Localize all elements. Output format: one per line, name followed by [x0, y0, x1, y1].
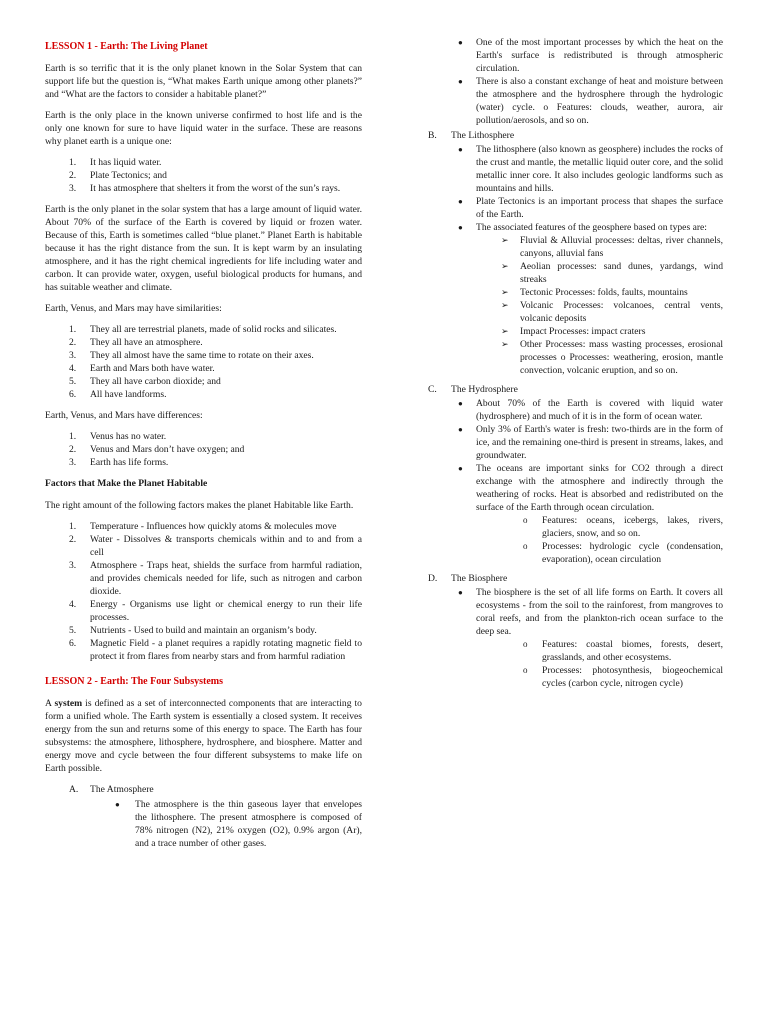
list-item: 5. They all have carbon dioxide; and: [69, 376, 221, 387]
bullet-icon: ●: [458, 399, 463, 408]
section-heading: B. The Lithosphere: [428, 130, 515, 141]
factors-heading: Factors that Make the Planet Habitable: [45, 478, 208, 489]
list-item: 1. Venus has no water.: [69, 431, 167, 442]
hydrosphere-bullets: [408, 397, 723, 514]
list-item: 3. They all almost have the same time to rotate on their axes.: [69, 350, 314, 361]
list-item: 4. Earth and Mars both have water.: [69, 363, 215, 374]
section-hydrosphere: [428, 383, 723, 566]
list-item: ➢ Tectonic Processes: folds, faults, mountains: [501, 287, 688, 298]
circle-bullet-icon: o: [523, 515, 528, 525]
list-item: ● The biosphere is the set of all life forms on Earth. It covers all ecosystems - from the soil to the rainforest, from mangroves to coral reefs, and from the plankton-rich ocean surface to the deep sea.: [458, 587, 723, 637]
list-item: ● The associated features of the geosphere based on types are:: [458, 222, 707, 233]
bullet-icon: ●: [458, 38, 463, 47]
biosphere-bullets: [408, 586, 723, 638]
section-heading: C. The Hydrosphere: [428, 384, 518, 395]
section-atmosphere: [45, 783, 362, 850]
section-lithosphere: [428, 129, 723, 377]
arrow-bullet-icon: ➢: [501, 235, 509, 245]
list-item: ● The oceans are important sinks for CO2 through a direct exchange with the atmosphere and indirectly through the weathering of rocks. Heat is absorbed and redistributed on the surface of the Earth through ocean circulation.: [458, 463, 723, 513]
list-item: ➢ Aeolian processes: sand dunes, yardangs, wind streaks: [501, 261, 723, 285]
list-item: ➢ Volcanic Processes: volcanoes, central vents, volcanic deposits: [501, 300, 723, 324]
list-item: ● There is also a constant exchange of heat and moisture between the atmosphere and the hydrosphere through the hydrologic (water) cycle. o Features: clouds, weather, aurora, air pollution/aerosols, and so on.: [458, 76, 723, 126]
biosphere-subitems: [498, 638, 723, 690]
arrow-bullet-icon: ➢: [501, 326, 509, 336]
arrow-bullet-icon: ➢: [501, 339, 509, 349]
section-heading: A. The Atmosphere: [69, 784, 154, 795]
list-item: 1. They all are terrestrial planets, made of solid rocks and silicates.: [69, 324, 337, 335]
bullet-icon: ●: [458, 588, 463, 597]
list-item: 6. Magnetic Field - a planet requires a rapidly rotating magnetic field to protect it from flares from nearby stars and from harmful radiation: [69, 638, 362, 662]
list-item: 5. Nutrients - Used to build and maintain an organism’s body.: [69, 625, 317, 636]
list-item: 2. Venus and Mars don’t have oxygen; and: [69, 444, 245, 455]
right-column: [428, 36, 723, 690]
list-item: ● Plate Tectonics is an important process that shapes the surface of the Earth.: [458, 196, 723, 220]
list-item: 6. All have landforms.: [69, 389, 167, 400]
list-item: 1. Temperature - Influences how quickly atoms & molecules move: [69, 521, 337, 532]
lesson-2-title: LESSON 2 - Earth: The Four Subsystems: [45, 676, 223, 687]
arrow-bullet-icon: ➢: [501, 261, 509, 271]
differences-intro: Earth, Venus, and Mars have differences:: [45, 410, 203, 421]
list-item: ● One of the most important processes by which the heat on the Earth's surface is redistributed is through atmospheric circulation.: [458, 37, 723, 74]
list-item: o Features: oceans, icebergs, lakes, rivers, glaciers, snow, and so on.: [523, 515, 723, 539]
list-item: 2. They all have an atmosphere.: [69, 337, 203, 348]
bullet-icon: ●: [458, 197, 463, 206]
bullet-icon: ●: [458, 145, 463, 154]
geosphere-features-list: [476, 234, 723, 377]
circle-bullet-icon: o: [523, 639, 528, 649]
list-item: ● Only 3% of Earth's water is fresh: two-thirds are in the form of ice, and the remaining one-third is present in streams, lakes, and groundwater.: [458, 424, 723, 461]
list-item: ➢ Fluvial & Alluvial processes: deltas, river channels, canyons, alluvial fans: [501, 235, 723, 259]
circle-bullet-icon: o: [523, 541, 528, 551]
system-term: system: [54, 698, 83, 709]
lesson-1-confirmed: Earth is the only place in the known universe confirmed to host life and is the only one known for sure to have liquid water in the surface. These are reasons why planet earth is a unique one:: [45, 110, 362, 147]
arrow-bullet-icon: ➢: [501, 300, 509, 310]
list-item: o Processes: photosynthesis, biogeochemical cycles (carbon cycle, nitrogen cycle): [523, 665, 723, 689]
list-item: 2. Water - Dissolves & transports chemicals within and to and from a cell: [69, 534, 362, 558]
bullet-icon: ●: [458, 425, 463, 434]
lesson-1-title: LESSON 1 - Earth: The Living Planet: [45, 41, 208, 52]
atmosphere-bullets-left: [45, 798, 362, 850]
bullet-icon: ●: [115, 800, 120, 809]
left-column: [45, 36, 362, 850]
list-item: 2. Plate Tectonics; and: [69, 170, 167, 181]
list-item: ● About 70% of the Earth is covered with liquid water (hydrosphere) and much of it is in the form of ocean water.: [458, 398, 723, 422]
system-paragraph: A system is defined as a set of interconnected components that are interacting to form a unified whole. The Earth system is essentially a closed system. It receives energy from the sun and returns some of this energy to space. The Earth has four subsystems: the atmosphere, lithosphere, hydrosphere, and biosphere. Matter and energy move and cycle between the four different subsystems to make life on Earth possible.: [45, 698, 362, 774]
section-heading: D. The Biosphere: [428, 573, 508, 584]
section-biosphere: [428, 572, 723, 690]
large-water-paragraph: Earth is the only planet in the solar system that has a large amount of liquid water. About 70% of the surface of the Earth is covered by liquid or frozen water. Because of this, Earth is sometimes called “blue planet.” Planet Earth is habitable because it has the right distance from the sun. It is kept warm by an insulating atmosphere, and it has the right chemical ingredients for life including water and carbon. It can provide water, oxygen, useful biological products for humans, and has suitable weather and climate.: [45, 204, 362, 293]
unique-reasons-list: [45, 156, 362, 195]
differences-list: [45, 430, 362, 469]
factors-list: [45, 520, 362, 663]
bullet-icon: ●: [458, 464, 463, 473]
list-item: 3. Earth has life forms.: [69, 457, 169, 468]
similarities-intro: Earth, Venus, and Mars may have similarities:: [45, 303, 222, 314]
arrow-bullet-icon: ➢: [501, 287, 509, 297]
list-item: 3. Atmosphere - Traps heat, shields the surface from harmful radiation, and provides chemicals needed for life, such as nitrogen and carbon dioxide.: [69, 560, 362, 597]
list-item: 1. It has liquid water.: [69, 157, 162, 168]
list-item: ➢ Other Processes: mass wasting processes, erosional processes o Processes: weathering, erosion, mantle convection, volcanic eruption, and so on.: [501, 339, 723, 376]
list-item: 4. Energy - Organisms use light or chemical energy to run their life processes.: [69, 599, 362, 623]
circle-bullet-icon: o: [523, 665, 528, 675]
lithosphere-bullets: [408, 143, 723, 234]
similarities-list: [45, 323, 362, 401]
list-item: 3. It has atmosphere that shelters it from the worst of the sun’s rays.: [69, 183, 341, 194]
list-item: o Processes: hydrologic cycle (condensation, evaporation), ocean circulation: [523, 541, 723, 565]
atmosphere-bullets-right: [408, 36, 723, 127]
hydrosphere-subitems: [498, 514, 723, 566]
list-item: ● The atmosphere is the thin gaseous layer that envelopes the lithosphere. The present atmosphere is composed of 78% nitrogen (N2), 21% oxygen (O2), 0.9% argon (Ar), and a trace number of other gases.: [115, 799, 362, 849]
list-item: ● The lithosphere (also known as geosphere) includes the rocks of the crust and mantle, the metallic liquid outer core, and the solid metallic inner core. It also includes geologic landforms such as mountains and hills.: [458, 144, 723, 194]
bullet-icon: ●: [458, 77, 463, 86]
lesson-1-intro: Earth is so terrific that it is the only planet known in the Solar System that can support life but the question is, “What makes Earth unique among other planets?” and “What are the factors to consider a habitable planet?”: [45, 63, 362, 100]
list-item: o Features: coastal biomes, forests, desert, grasslands, and other ecosystems.: [523, 639, 723, 663]
bullet-icon: ●: [458, 223, 463, 232]
factors-intro: The right amount of the following factors makes the planet Habitable like Earth.: [45, 500, 354, 511]
list-item: ➢ Impact Processes: impact craters: [501, 326, 646, 337]
